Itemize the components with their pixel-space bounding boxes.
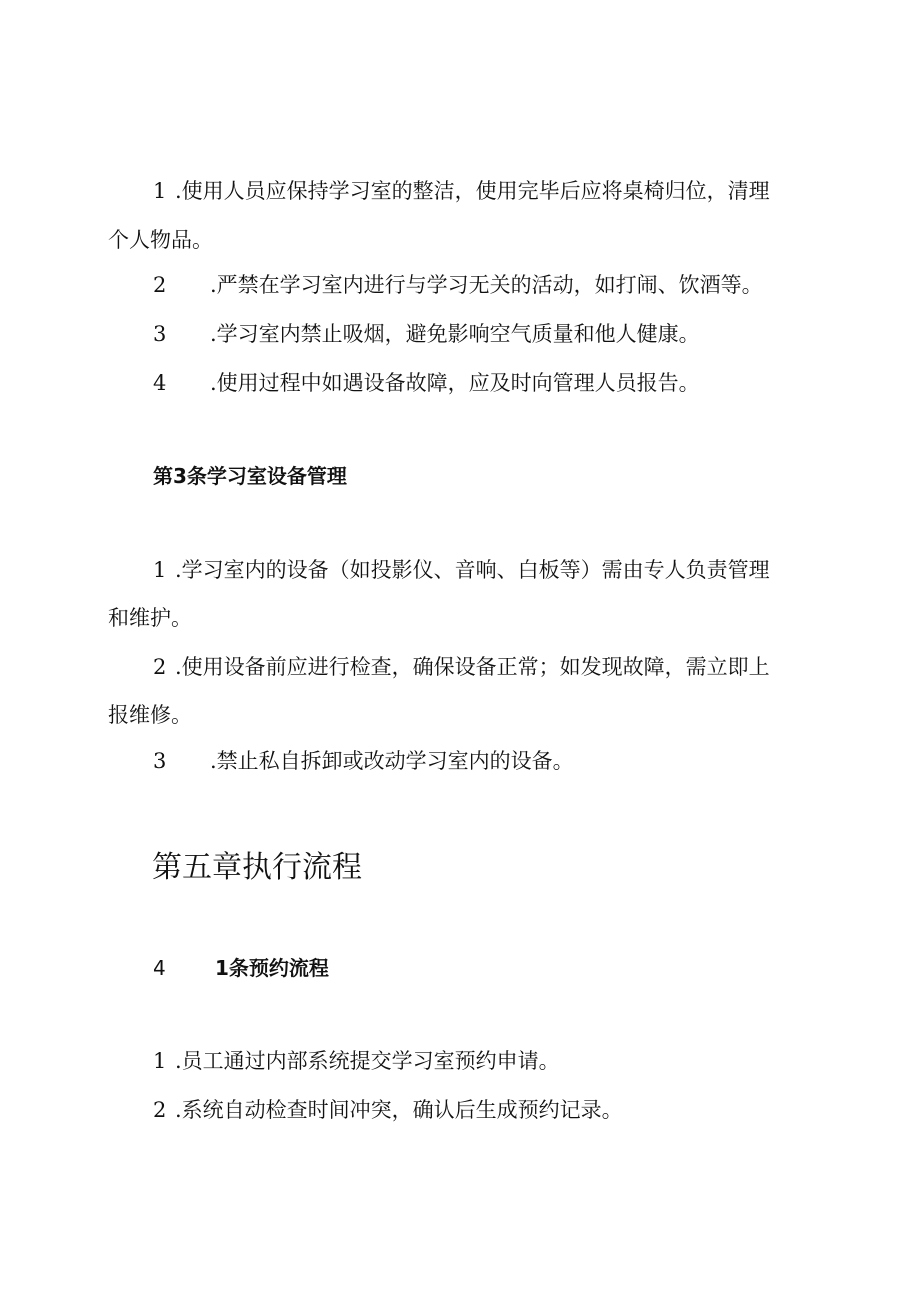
equipment-item-3 [153,747,574,775]
equipment-item-1-text: .学习室内的设备（如投影仪、音响、白板等）需由专人负责管理 [175,558,770,582]
equipment-item-2-text: .使用设备前应进行检查，确保设备正常；如发现故障，需立即上 [175,655,770,679]
equipment-section-title: 第3条学习室设备管理 [153,464,347,488]
rule-item-1 [153,177,770,205]
rule-item-2-number: 2 [153,273,167,297]
rule-item-2 [153,271,763,299]
chapter-title: 第五章执行流程 [152,850,362,885]
booking-item-2 [153,1096,623,1124]
rule-item-1-number: 1 [153,179,167,203]
booking-item-2-number: 2 [153,1098,167,1122]
equipment-item-2-continuation: 报维修。 [108,703,192,727]
rule-item-3-text: .学习室内禁止吸烟，避免影响空气质量和他人健康。 [210,322,700,346]
equipment-item-1 [153,556,770,584]
booking-item-1-text: .员工通过内部系统提交学习室预约申请。 [175,1049,560,1073]
equipment-item-1-continuation: 和维护。 [108,606,192,630]
booking-item-2-text: .系统自动检查时间冲突，确认后生成预约记录。 [175,1098,623,1122]
booking-section-title-text: 1条预约流程 [215,956,329,980]
equipment-item-2-number: 2 [153,655,167,679]
rule-item-4 [153,369,700,397]
equipment-item-2 [153,653,770,681]
equipment-item-3-text: .禁止私自拆卸或改动学习室内的设备。 [210,749,574,773]
rule-item-1-text: .使用人员应保持学习室的整洁，使用完毕后应将桌椅归位，清理 [175,179,770,203]
rule-item-3-number: 3 [153,322,167,346]
equipment-item-3-number: 3 [153,749,167,773]
rule-item-3 [153,320,700,348]
rule-item-4-text: .使用过程中如遇设备故障，应及时向管理人员报告。 [210,371,700,395]
equipment-item-1-number: 1 [153,558,167,582]
booking-item-1 [153,1047,560,1075]
rule-item-2-text: .严禁在学习室内进行与学习无关的活动，如打闹、饮酒等。 [210,273,763,297]
rule-item-4-number: 4 [153,371,167,395]
booking-section-number: 4 [153,956,166,980]
rule-item-1-continuation: 个人物品。 [108,228,213,252]
booking-item-1-number: 1 [153,1049,167,1073]
booking-section-title [153,954,329,982]
